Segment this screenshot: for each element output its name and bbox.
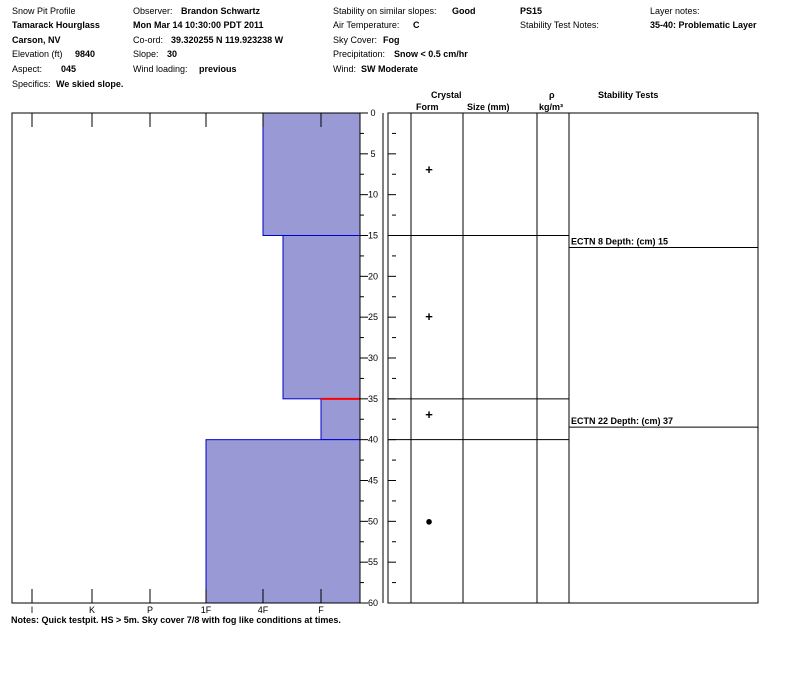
hardness-layer-2 (321, 399, 360, 440)
specifics-label: Specifics: (12, 79, 51, 89)
rho-unit-header: kg/m³ (539, 102, 564, 112)
specifics-value: We skied slope. (56, 79, 124, 89)
hardness-tick-label-4: 4F (257, 605, 269, 615)
depth-tick-label-9: 45 (367, 475, 379, 486)
location-name: Tamarack Hourglass (12, 20, 100, 30)
stability-test-label-0: ECTN 8 Depth: (cm) 15 (571, 236, 669, 247)
depth-tick-label-10: 50 (367, 516, 379, 527)
datetime-value: Mon Mar 14 10:30:00 PDT 2011 (133, 20, 264, 30)
depth-tick-label-6: 30 (367, 353, 379, 363)
elevation-label: Elevation (ft) (12, 49, 63, 59)
depth-tick-label-2: 10 (367, 189, 379, 200)
stability-test-label-1: ECTN 22 Depth: (cm) 37 (571, 416, 674, 427)
wind-label: Wind: (333, 64, 357, 74)
air-temp-value: C (413, 20, 420, 30)
crystal-form-symbol-1: + (425, 309, 433, 325)
pit-id: PS15 (520, 6, 543, 16)
hardness-tick-label-1: K (88, 605, 96, 615)
wind-loading-value: previous (199, 64, 237, 74)
crystal-form-symbol-0: + (425, 162, 433, 178)
slope-label: Slope: (133, 49, 159, 59)
hardness-tick-label-5: F (318, 605, 324, 615)
precip-value: Snow < 0.5 cm/hr (394, 49, 468, 59)
crystal-header: Crystal (431, 90, 462, 100)
coord-label: Co-ord: (133, 35, 164, 45)
hardness-tick-label-2: P (146, 605, 154, 615)
slope-value: 30 (167, 49, 178, 59)
size-header: Size (mm) (467, 102, 510, 112)
depth-tick-label-11: 55 (367, 557, 379, 568)
hardness-layer-1 (283, 236, 360, 399)
sky-cover-value: Fog (383, 35, 400, 45)
depth-tick-label-1: 5 (370, 148, 376, 159)
depth-tick-label-3: 15 (367, 230, 379, 241)
aspect-value: 045 (61, 64, 77, 74)
elevation-value: 9840 (75, 49, 96, 59)
hardness-tick-label-0: I (30, 605, 34, 615)
wind-loading-label: Wind loading: (133, 64, 188, 74)
air-temp-label: Air Temperature: (333, 20, 400, 30)
hardness-layer-0 (263, 113, 360, 236)
aspect-label: Aspect: (12, 64, 43, 74)
depth-tick-label-7: 35 (367, 393, 379, 404)
observer-value: Brandon Schwartz (181, 6, 261, 16)
depth-tick-label-0: 0 (370, 108, 376, 118)
region-name: Carson, NV (12, 35, 61, 45)
wind-value: SW Moderate (361, 64, 419, 74)
sky-cover-label: Sky Cover: (333, 35, 378, 45)
layer-table-frame (388, 113, 758, 603)
notes-text: Notes: Quick testpit. HS > 5m. Sky cover 7/8 with fog like conditions at times. (11, 615, 341, 625)
precip-label: Precipitation: (333, 49, 386, 59)
observer-label: Observer: (133, 6, 173, 16)
stability-label: Stability on similar slopes: (333, 6, 437, 16)
hardness-layer-3 (206, 440, 360, 603)
stability-tests-header: Stability Tests (598, 90, 659, 100)
crystal-form-symbol-3: ● (425, 513, 433, 529)
crystal-form-symbol-2: + (425, 407, 433, 423)
rho-header: ρ (549, 90, 555, 100)
depth-tick-label-8: 40 (367, 434, 379, 445)
depth-tick-label-4: 20 (367, 271, 379, 282)
profile-title: Snow Pit Profile (12, 6, 76, 16)
form-header: Form (416, 102, 439, 112)
depth-tick-label-5: 25 (367, 312, 379, 323)
layer-notes-value: 35-40: Problematic Layer (650, 20, 757, 30)
coord-value: 39.320255 N 119.923238 W (171, 35, 284, 45)
hardness-tick-label-3: 1F (200, 605, 212, 615)
layer-notes-label: Layer notes: (650, 6, 700, 16)
depth-tick-label-12: 60 (367, 598, 379, 608)
stability-notes-label: Stability Test Notes: (520, 20, 599, 30)
stability-value: Good (452, 6, 476, 16)
